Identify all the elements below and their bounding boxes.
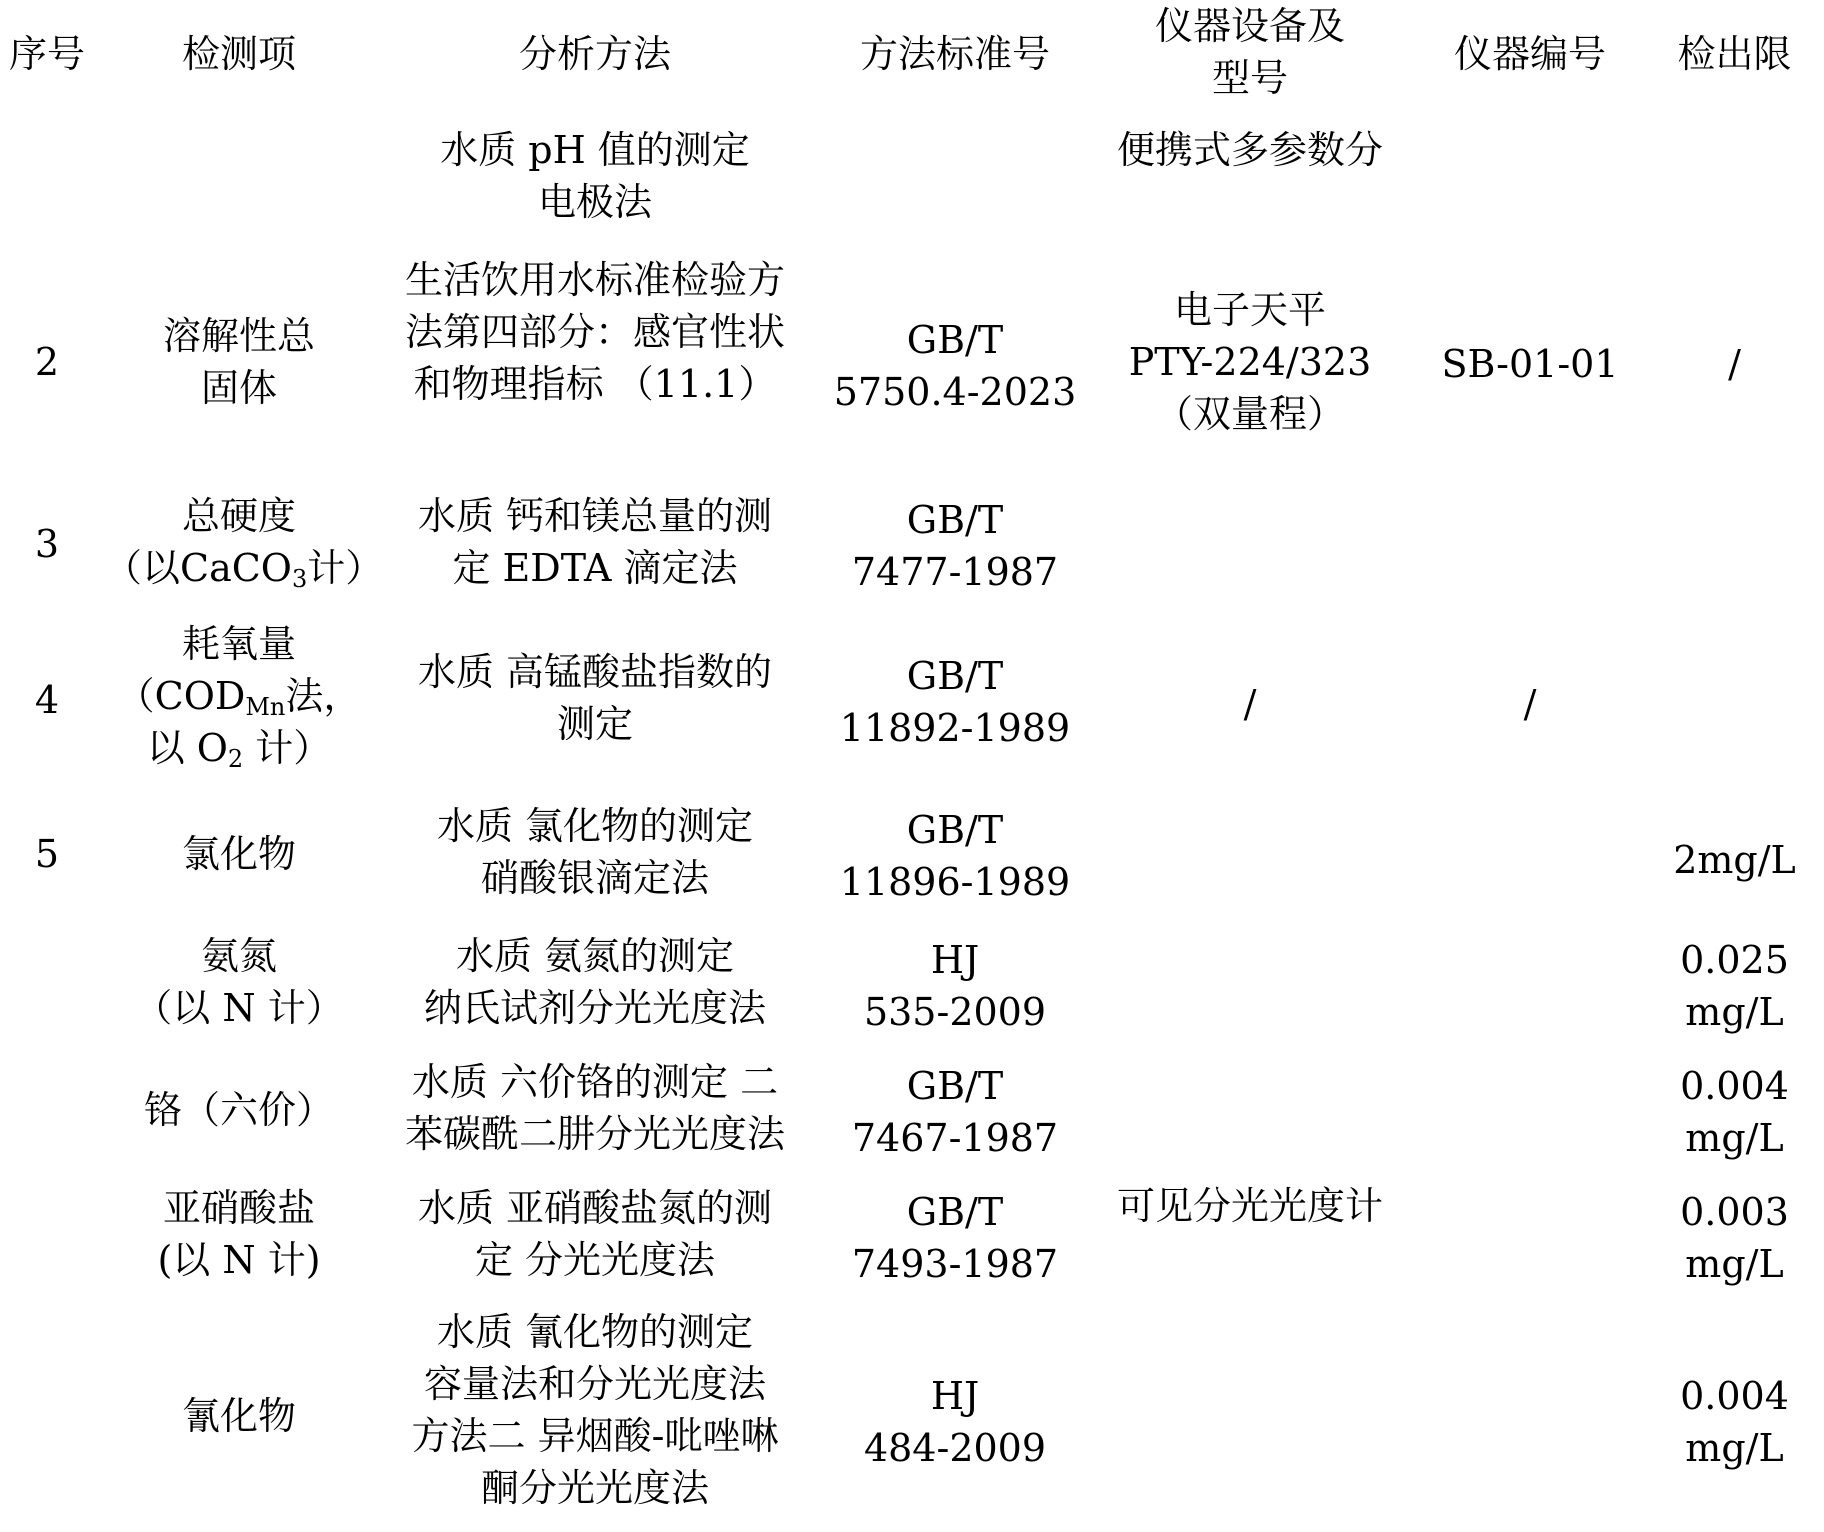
- limit-line: mg/L: [1685, 1242, 1784, 1286]
- row-5-no: 5: [34, 832, 60, 876]
- standard-line: 7477-1987: [851, 550, 1059, 594]
- row-4-method: [360, 646, 830, 750]
- row-7-method: [360, 1056, 830, 1160]
- row-7-standard: [830, 1060, 1080, 1164]
- limit-line: mg/L: [1685, 1426, 1784, 1470]
- row-7-item: [104, 1084, 374, 1136]
- item-line: 氰化物: [181, 1394, 296, 1438]
- row-8-standard: [830, 1186, 1080, 1290]
- item-line: 氯化物: [181, 832, 296, 876]
- item-line: 氨氮: [200, 934, 277, 978]
- method-line: 法第四部分：感官性状: [404, 310, 785, 354]
- standard-line: GB/T: [906, 1190, 1004, 1234]
- item-line: 以 $O_2$ 计）: [146, 726, 332, 773]
- item-line: 亚硝酸盐: [162, 1186, 315, 1230]
- method-line: 纳氏试剂分光光度法: [423, 986, 766, 1030]
- row-5-standard: [830, 804, 1080, 908]
- method-line: 和物理指标 （11.1）: [413, 362, 777, 406]
- instrument-line: 可见分光光度计: [1116, 1184, 1383, 1228]
- method-line: 硝酸银滴定法: [480, 856, 709, 900]
- limit-line: mg/L: [1685, 990, 1784, 1034]
- row-3-method: [360, 490, 830, 594]
- row-9-method: [360, 1306, 830, 1514]
- row-3-item: [104, 490, 384, 594]
- row-3-standard: [830, 494, 1080, 598]
- header-instrument-id: 仪器编号: [1453, 32, 1606, 76]
- standard-line: 11892-1989: [839, 706, 1071, 750]
- row-6-item: [104, 930, 374, 1034]
- limit-line: mg/L: [1685, 1116, 1784, 1160]
- item-line: 铬（六价）: [143, 1088, 334, 1132]
- standard-line: GB/T: [906, 808, 1004, 852]
- row-5-item: [104, 828, 374, 880]
- method-line: 苯碳酰二肼分光光度法: [404, 1112, 785, 1156]
- method-line: 容量法和分光光度法: [423, 1362, 766, 1406]
- row-2-instrument: [1080, 284, 1420, 440]
- limit-line: 0.004: [1680, 1374, 1789, 1418]
- standard-line: GB/T: [906, 498, 1004, 542]
- standard-line: HJ: [930, 938, 980, 982]
- method-line: 水质 氰化物的测定: [436, 1310, 754, 1354]
- row-6-method: [360, 930, 830, 1034]
- row-9-limit: [1645, 1370, 1824, 1474]
- method-line: 定 EDTA 滴定法: [452, 546, 738, 590]
- standard-line: 484-2009: [863, 1426, 1047, 1470]
- instrument-line: PTY-224/323: [1128, 340, 1372, 384]
- method-line: 定 分光光度法: [474, 1238, 716, 1282]
- row-8-limit: [1645, 1186, 1824, 1290]
- standard-line: 5750.4-2023: [833, 370, 1077, 414]
- standard-line: GB/T: [906, 318, 1004, 362]
- method-line: 电极法: [537, 180, 652, 224]
- row-4-instrument-id: /: [1523, 682, 1537, 726]
- row-6-limit: [1645, 934, 1824, 1038]
- row-3-no: 3: [34, 522, 60, 566]
- header-instrument: [1080, 0, 1420, 104]
- item-line: 总硬度: [181, 494, 296, 538]
- row-4-standard: [830, 650, 1080, 754]
- row-4-item: [104, 618, 374, 774]
- item-line: 固体: [200, 366, 277, 410]
- header-no: 序号: [8, 32, 85, 76]
- header-method: 分析方法: [518, 32, 671, 76]
- item-line: 溶解性总: [162, 314, 315, 358]
- row-2-no: 2: [34, 340, 60, 384]
- method-line: 生活饮用水标准检验方: [404, 258, 785, 302]
- item-line: （$COD_{Mn}$法，: [116, 674, 362, 721]
- row-4-instrument: [1080, 678, 1420, 730]
- method-line: 水质 亚硝酸盐氮的测: [417, 1186, 773, 1230]
- header-instrument-line: 仪器设备及: [1154, 4, 1345, 48]
- item-line: （以 N 计）: [134, 986, 344, 1030]
- row-9-item: [104, 1390, 374, 1442]
- row-8-instrument: [1080, 1180, 1420, 1232]
- item-line: 耗氧量: [181, 622, 296, 666]
- header-limit: 检出限: [1677, 32, 1792, 76]
- standard-line: 535-2009: [863, 990, 1047, 1034]
- method-line: 酮分光光度法: [480, 1466, 709, 1510]
- method-line: 水质 六价铬的测定 二: [411, 1060, 779, 1104]
- limit-line: 0.003: [1680, 1190, 1789, 1234]
- instrument-line: 便携式多参数分: [1116, 128, 1383, 172]
- limit-line: 0.004: [1680, 1064, 1789, 1108]
- item-line: (以 N 计): [157, 1238, 321, 1282]
- row-2-instrument-id: SB-01-01: [1441, 342, 1619, 386]
- row-5-method: [360, 800, 830, 904]
- row-8-method: [360, 1182, 830, 1286]
- row-2-item: [104, 310, 374, 414]
- limit-line: 0.025: [1680, 938, 1789, 982]
- row-2-standard: [830, 314, 1080, 418]
- row-6-standard: [830, 934, 1080, 1038]
- standard-line: 7467-1987: [851, 1116, 1059, 1160]
- header-item: 检测项: [181, 32, 296, 76]
- row-8-item: [104, 1182, 374, 1286]
- header-instrument-line: 型号: [1211, 56, 1288, 100]
- standard-line: GB/T: [906, 654, 1004, 698]
- method-line: 水质 氨氮的测定: [455, 934, 735, 978]
- method-line: 水质 高锰酸盐指数的: [417, 650, 773, 694]
- row-1-instrument: [1080, 124, 1420, 176]
- method-line: 方法二 异烟酸-吡唑啉: [411, 1414, 779, 1458]
- standard-line: HJ: [930, 1374, 980, 1418]
- row-4-no: 4: [34, 678, 60, 722]
- row-9-standard: [830, 1370, 1080, 1474]
- standard-line: 11896-1989: [839, 860, 1071, 904]
- row-1-method: [360, 124, 830, 228]
- standard-line: 7493-1987: [851, 1242, 1059, 1286]
- instrument-line: （双量程）: [1154, 392, 1345, 436]
- standard-line: GB/T: [906, 1064, 1004, 1108]
- row-5-limit: [1645, 834, 1824, 886]
- instrument-line: 电子天平: [1173, 288, 1326, 332]
- method-line: 水质 pH 值的测定: [440, 128, 750, 172]
- method-line: 测定: [556, 702, 633, 746]
- row-2-limit: /: [1728, 342, 1741, 386]
- method-line: 水质 钙和镁总量的测: [417, 494, 773, 538]
- method-line: 水质 氯化物的测定: [436, 804, 754, 848]
- header-standard: 方法标准号: [859, 32, 1050, 76]
- item-line: （以CaCO$_3$计）: [104, 546, 384, 593]
- limit-line: 2mg/L: [1673, 838, 1796, 882]
- row-2-method: [360, 254, 830, 410]
- row-7-limit: [1645, 1060, 1824, 1164]
- instrument-line: /: [1243, 682, 1257, 726]
